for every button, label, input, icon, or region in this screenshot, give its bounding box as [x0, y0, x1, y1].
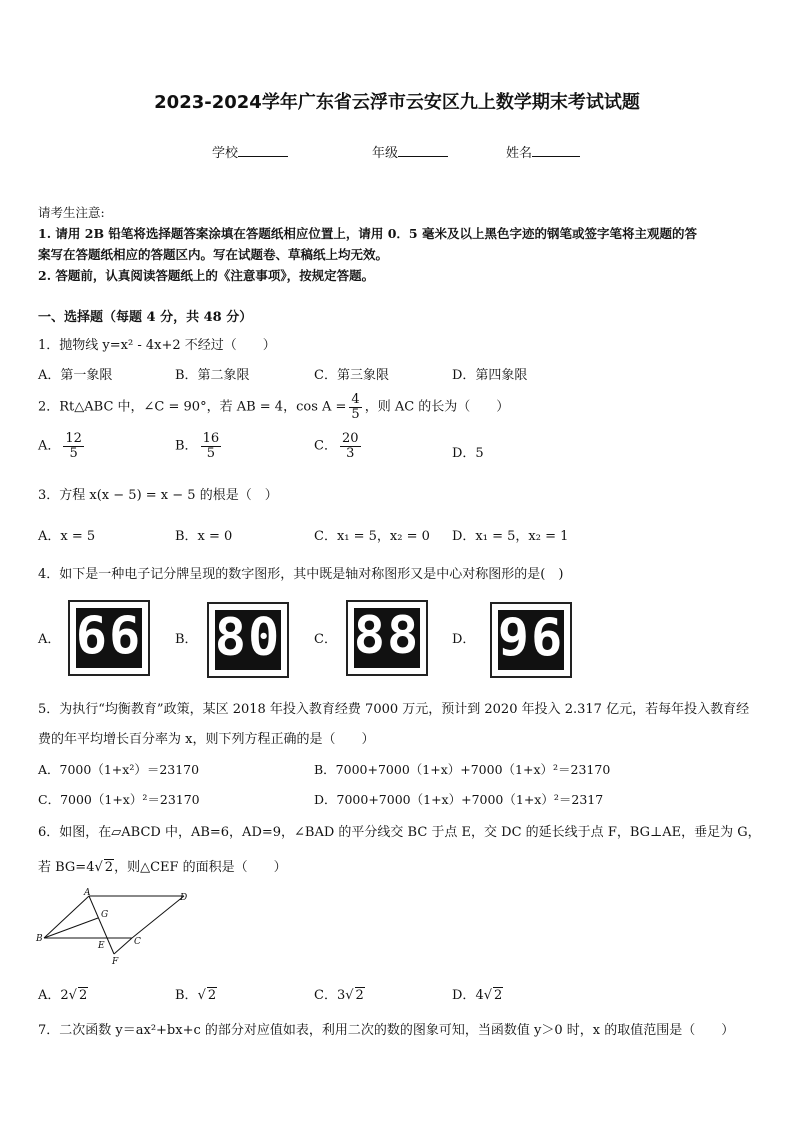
q7-stem: 7．二次函数 y＝ax²+bx+c 的部分对应值如表，利用二次的数的图象可知，当函数值 y＞0 时，x 的取值范围是（ ）: [38, 1023, 735, 1038]
q2-stem: [38, 393, 509, 421]
notice-heading: 请考生注意:: [38, 205, 105, 220]
q6-option-a[interactable]: A．2√ 2: [38, 988, 88, 1003]
q3-stem: 3．方程 x(x − 5) = x − 5 的根是（ ）: [38, 488, 278, 503]
q6-line-1: 6．如图，在▱ABCD 中，AB=6，AD=9，∠BAD 的平分线交 BC 于点 E，交 DC 的延长线于点 F，BG⊥AE，垂足为 G，: [38, 825, 761, 840]
scoreboard-c[interactable]: [346, 600, 428, 676]
q2-option-b[interactable]: B． $\frac{16}{5}$: [175, 431, 220, 461]
notice-line-2: 2. 答题前，认真阅读答题纸上的《注意事项》，按规定答题。: [38, 268, 375, 283]
q1-option-b[interactable]: B．第二象限: [175, 368, 250, 383]
q6-line-2: 若 BG=4√ 2，则△CEF 的面积是（ ）: [38, 860, 287, 875]
name-field[interactable]: [506, 142, 580, 161]
q2-option-d[interactable]: D．5: [452, 446, 484, 461]
q3-option-a[interactable]: A．x = 5: [38, 529, 96, 544]
notice-line-1: 1. 请用 2B 铅笔将选择题答案涂填在答题纸相应位置上，请用 0．5 毫米及以上黑色字迹的钢笔或签字笔将主观题的答: [38, 226, 697, 241]
q4-stem: 4．如下是一种电子记分牌呈现的数字图形，其中既是轴对称图形又是中心对称图形的是( ): [38, 567, 564, 582]
label-a: A: [84, 888, 91, 898]
q2-option-c[interactable]: C． $\frac{20}{3}$: [314, 431, 359, 461]
notice-line-1b: 案写在答题纸相应的答题区内。写在试题卷、草稿纸上均无效。: [38, 247, 389, 262]
scoreboard-b-digits: 80: [214, 608, 282, 668]
label-g: G: [101, 910, 109, 920]
q6-option-c[interactable]: C．3√ 2: [314, 988, 364, 1003]
q5-option-b[interactable]: B．7000+7000（1+x）+7000（1+x）²＝23170: [314, 762, 611, 777]
label-f: F: [112, 957, 119, 967]
q1-option-d[interactable]: D．第四象限: [452, 368, 528, 383]
scoreboard-a-digits: 66: [75, 606, 143, 666]
q6-option-b[interactable]: B．√ 2: [175, 988, 217, 1003]
q4-option-c-label[interactable]: C．: [314, 632, 337, 647]
scoreboard-b[interactable]: [207, 602, 289, 678]
q5-line-2: 费的年平均增长百分率为 x，则下列方程正确的是（ ）: [38, 732, 375, 747]
school-field[interactable]: [212, 142, 288, 161]
school-label: 学校: [212, 146, 239, 161]
q2-stem-post: ，则 AC 的长为（ ）: [364, 399, 510, 415]
q4-option-d-label[interactable]: D．: [452, 632, 476, 647]
q4-option-b-label[interactable]: B．: [175, 632, 198, 647]
label-e: E: [98, 941, 105, 951]
q2-stem-pre: 2．Rt△ABC 中，∠C = 90°，若 AB = 4，cos A =: [38, 399, 347, 415]
name-label: 姓名: [506, 146, 533, 161]
q1-stem: 1．抛物线 y=x² - 4x+2 不经过（ ）: [38, 338, 276, 353]
q2-fraction: $\frac{4}{5}$: [351, 392, 360, 422]
q2-option-a[interactable]: A． $\frac{12}{5}$: [38, 431, 82, 461]
page-title: 2023-2024学年广东省云浮市云安区九上数学期末考试试题: [154, 92, 640, 113]
grade-label: 年级: [372, 146, 399, 161]
q5-option-a[interactable]: A．7000（1+x²）＝23170: [38, 762, 200, 777]
scoreboard-d-digits: 96: [497, 608, 565, 668]
q5-option-d[interactable]: D．7000+7000（1+x）+7000（1+x）²＝2317: [314, 792, 604, 807]
q6-option-d[interactable]: D．4√ 2: [452, 988, 503, 1003]
scoreboard-c-digits: 88: [353, 606, 421, 666]
q3-option-d[interactable]: D．x₁ = 5，x₂ = 1: [452, 529, 569, 544]
q4-option-a-label[interactable]: A．: [38, 632, 61, 647]
q1-option-a[interactable]: A．第一象限: [38, 368, 113, 383]
grade-field[interactable]: [372, 142, 448, 161]
parallelogram-figure: [34, 888, 194, 968]
section-heading: 一、选择题（每题 4 分，共 48 分）: [38, 310, 253, 325]
label-c: C: [134, 937, 141, 947]
scoreboard-a[interactable]: [68, 600, 150, 676]
q3-option-b[interactable]: B．x = 0: [175, 529, 233, 544]
q5-line-1: 5．为执行“均衡教育”政策，某区 2018 年投入教育经费 7000 万元，预计到 2020 年投入 2.317 亿元，若每年投入教育经: [38, 702, 750, 717]
q5-option-c[interactable]: C．7000（1+x）²＝23170: [38, 792, 200, 807]
label-b: B: [36, 934, 43, 944]
label-d: D: [180, 893, 188, 903]
q1-option-c[interactable]: C．第三象限: [314, 368, 389, 383]
scoreboard-d[interactable]: [490, 602, 572, 678]
q3-option-c[interactable]: C．x₁ = 5，x₂ = 0: [314, 529, 430, 544]
